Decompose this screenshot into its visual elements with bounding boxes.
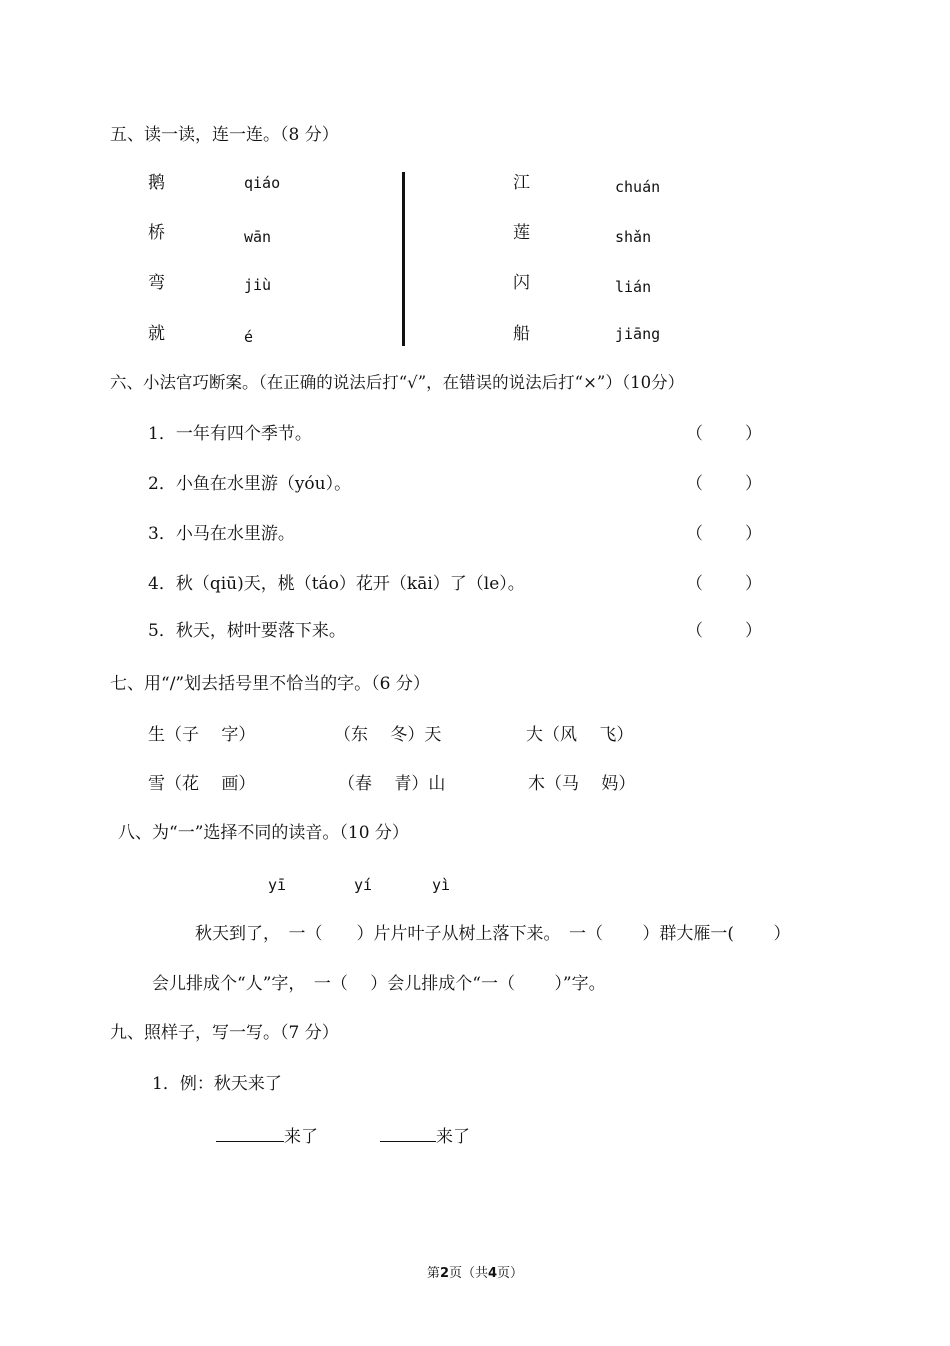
fill-suffix: 来了: [436, 1127, 470, 1147]
footer-suffix: 页）: [497, 1266, 524, 1281]
section8-title: 八、为“一”选择不同的读音。（10 分）: [118, 823, 409, 843]
section5-title: 五、读一读，连一连。（8 分）: [110, 125, 339, 145]
divider-line: [402, 172, 405, 346]
right-pinyin: jiāng: [615, 325, 661, 343]
pinyin-option: yī: [268, 876, 287, 894]
choice-group: 大（风 飞）: [526, 725, 634, 745]
fill-item: [216, 1123, 318, 1148]
pinyin-option: yí: [354, 876, 373, 894]
left-pinyin: wān: [244, 228, 272, 246]
section6-title: 六、小法官巧断案。（在正确的说法后打“√”，在错误的说法后打“×”）（10分）: [110, 373, 685, 392]
answer-bracket-close: ）: [745, 621, 762, 641]
right-char: 莲: [513, 223, 530, 243]
passage-line: 秋天到了， 一（ ）片片叶子从树上落下来。 一（ ）群大雁一( ）: [195, 924, 791, 944]
right-char: 船: [513, 324, 530, 344]
choice-group: （春 青）山: [338, 774, 446, 794]
right-char: 江: [513, 173, 530, 193]
left-pinyin: jiù: [244, 276, 272, 294]
section9-title: 九、照样子，写一写。（7 分）: [110, 1023, 339, 1043]
judge-item: 3．小马在水里游。: [148, 524, 295, 544]
right-pinyin: shǎn: [615, 228, 652, 246]
fill-item: [380, 1123, 470, 1148]
answer-bracket-open: （: [686, 621, 703, 641]
fill-blank[interactable]: [216, 1123, 284, 1142]
left-char: 弯: [148, 273, 165, 293]
page-footer: [0, 1262, 950, 1281]
answer-bracket-open: （: [686, 424, 703, 444]
left-char: 就: [148, 324, 165, 344]
answer-bracket-open: （: [686, 574, 703, 594]
left-pinyin: qiáo: [244, 174, 281, 192]
answer-bracket-open: （: [686, 524, 703, 544]
left-char: 桥: [148, 223, 165, 243]
footer-prefix: 第: [426, 1266, 440, 1281]
answer-bracket-close: ）: [745, 424, 762, 444]
pinyin-option: yì: [432, 876, 451, 894]
judge-item: 4．秋（qiū)天，桃（táo）花开（kāi）了（le）。: [148, 574, 525, 594]
right-pinyin: chuán: [615, 178, 661, 196]
answer-bracket-close: ）: [745, 574, 762, 594]
judge-item: 2．小鱼在水里游（yóu）。: [148, 474, 352, 494]
section7-title: 七、用“/”划去括号里不恰当的字。（6 分）: [110, 674, 430, 694]
page-number: 2: [439, 1266, 449, 1281]
choice-group: 木（马 妈）: [528, 774, 636, 794]
judge-item: 1．一年有四个季节。: [148, 424, 312, 444]
page-total: 4: [488, 1266, 498, 1281]
judge-item: 5．秋天，树叶要落下来。: [148, 621, 346, 641]
left-pinyin: é: [244, 328, 254, 346]
choice-group: 生（子 字）: [148, 725, 256, 745]
answer-bracket-close: ）: [745, 524, 762, 544]
right-char: 闪: [513, 273, 530, 293]
example-line: 1．例：秋天来了: [152, 1074, 282, 1094]
footer-middle: 页（共: [448, 1266, 488, 1281]
fill-blank[interactable]: [380, 1123, 436, 1142]
passage-line: 会儿排成个“人”字， 一（ ）会儿排成个“一（ ）”字。: [152, 974, 606, 994]
left-char: 鹅: [148, 173, 165, 193]
choice-group: （东 冬）天: [334, 725, 442, 745]
answer-bracket-close: ）: [745, 474, 762, 494]
answer-bracket-open: （: [686, 474, 703, 494]
right-pinyin: lián: [615, 278, 652, 296]
fill-suffix: 来了: [284, 1127, 318, 1147]
choice-group: 雪（花 画）: [148, 774, 256, 794]
